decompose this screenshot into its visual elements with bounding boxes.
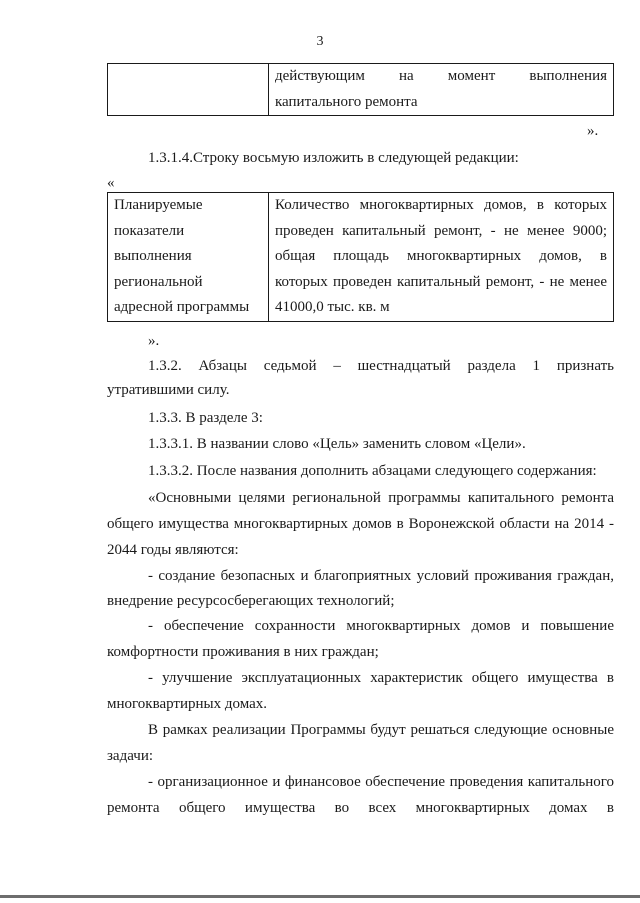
cell-line: региональной	[114, 273, 203, 290]
cell-line: общая площадь многоквартирных домов, в	[275, 248, 607, 264]
cell-line: которых проведен капитальный ремонт, - не менее	[275, 273, 607, 290]
cell-line: капитального ремонта	[275, 93, 418, 110]
goals-line3: 2044 годы являются:	[107, 542, 239, 558]
paragraph-1-3-1-4: 1.3.1.4.Строку восьмую изложить в следующей редакции:	[148, 150, 519, 166]
cell-line: 41000,0 тыс. кв. м	[275, 299, 390, 315]
cell-line: Количество многоквартирных домов, в которых	[275, 197, 607, 213]
table-row	[108, 193, 614, 322]
safe-line2: внедрение ресурсосберегающих технологий;	[107, 593, 395, 609]
paragraph-1-3-3-1: 1.3.3.1. В названии слово «Цель» заменить словом «Цели».	[148, 436, 526, 452]
goals-line2: общего имущества многоквартирных домов в Воронежской области на 2014 -	[107, 516, 614, 532]
paragraph-1-3-3: 1.3.3. В разделе 3:	[148, 410, 263, 426]
cell-line: Планируемые	[114, 197, 203, 213]
paragraph-1-3-3-2: 1.3.3.2. После названия дополнить абзацами следующего содержания:	[148, 463, 597, 479]
table-cell-empty	[108, 64, 269, 116]
table-cell-right	[269, 64, 614, 116]
cell-line: показатели	[114, 222, 185, 239]
tasks-line2: задачи:	[107, 748, 154, 764]
closing-quote: ».	[587, 123, 599, 139]
page-number: 3	[316, 34, 324, 49]
org-line2: ремонта общего имущества во всех многоквартирных домах в	[107, 800, 614, 816]
improve-line1: - улучшение эксплуатационных характеристик общего имущества в	[148, 670, 614, 686]
goals-line1: «Основными целями региональной программы капитального ремонта	[148, 490, 614, 506]
preserve-line2: комфортности проживания в них граждан;	[107, 644, 379, 660]
opening-quote: «	[107, 175, 115, 191]
cell-line: действующим на момент выполнения	[275, 68, 607, 84]
table-cell-right	[269, 193, 614, 322]
indicators-table	[107, 192, 614, 322]
closing-quote: ».	[148, 333, 160, 349]
cell-line: проведен капитальный ремонт, - не менее 9000;	[275, 222, 607, 239]
continuation-table	[107, 63, 614, 116]
paragraph-1-3-2-line2: утратившими силу.	[107, 382, 230, 398]
paragraph-1-3-2-line1: 1.3.2. Абзацы седьмой – шестнадцатый раздела 1 признать	[148, 358, 614, 374]
preserve-line1: - обеспечение сохранности многоквартирных домов и повышение	[148, 618, 614, 634]
safe-line1: - создание безопасных и благоприятных условий проживания граждан,	[148, 568, 614, 584]
org-line1: - организационное и финансовое обеспечение проведения капитального	[148, 774, 614, 790]
table-cell-left	[108, 193, 269, 322]
cell-line: выполнения	[114, 248, 192, 264]
improve-line2: многоквартирных домах.	[107, 696, 268, 712]
cell-line: адресной программы	[114, 299, 250, 315]
table-row	[108, 64, 614, 116]
scan-edge	[0, 895, 640, 898]
tasks-line1: В рамках реализации Программы будут решаться следующие основные	[148, 722, 614, 738]
